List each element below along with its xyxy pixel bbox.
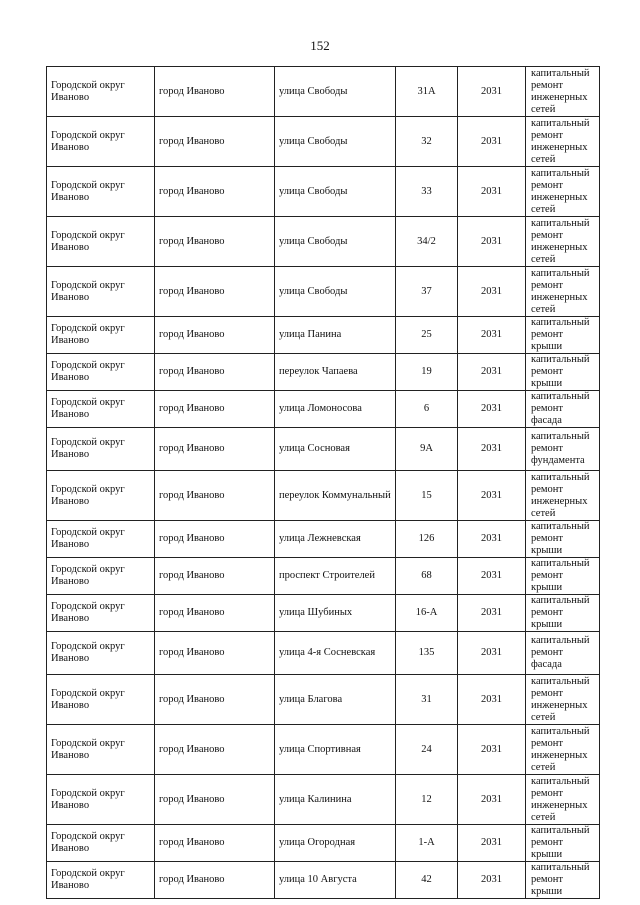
district-cell: Городской округ Иваново	[47, 117, 155, 167]
house-number-cell: 9А	[396, 428, 458, 471]
district-cell: Городской округ Иваново	[47, 675, 155, 725]
settlement-cell: город Иваново	[155, 267, 275, 317]
house-number-cell: 34/2	[396, 217, 458, 267]
settlement-cell: город Иваново	[155, 595, 275, 632]
house-number-cell: 1-А	[396, 825, 458, 862]
work-type-cell: капитальный ремонт инженерных сетей	[526, 167, 600, 217]
table-row	[47, 354, 600, 391]
year-cell: 2031	[458, 595, 526, 632]
settlement-cell: город Иваново	[155, 725, 275, 775]
street-cell: улица Огородная	[275, 825, 396, 862]
table-row	[47, 775, 600, 825]
district-cell: Городской округ Иваново	[47, 317, 155, 354]
work-type-cell: капитальный ремонт инженерных сетей	[526, 775, 600, 825]
table-row	[47, 428, 600, 471]
settlement-cell: город Иваново	[155, 632, 275, 675]
table-row	[47, 167, 600, 217]
street-cell: улица 10 Августа	[275, 862, 396, 899]
year-cell: 2031	[458, 354, 526, 391]
street-cell: улица Калинина	[275, 775, 396, 825]
table-row	[47, 595, 600, 632]
work-type-cell: капитальный ремонт инженерных сетей	[526, 675, 600, 725]
table-row	[47, 217, 600, 267]
table-row	[47, 825, 600, 862]
settlement-cell: город Иваново	[155, 67, 275, 117]
table-row	[47, 725, 600, 775]
house-number-cell: 68	[396, 558, 458, 595]
house-number-cell: 15	[396, 471, 458, 521]
street-cell: улица Лежневская	[275, 521, 396, 558]
settlement-cell: город Иваново	[155, 775, 275, 825]
district-cell: Городской округ Иваново	[47, 558, 155, 595]
year-cell: 2031	[458, 862, 526, 899]
work-type-cell: капитальный ремонт крыши	[526, 317, 600, 354]
street-cell: улица Сосновая	[275, 428, 396, 471]
table-row	[47, 471, 600, 521]
house-number-cell: 31	[396, 675, 458, 725]
district-cell: Городской округ Иваново	[47, 354, 155, 391]
settlement-cell: город Иваново	[155, 167, 275, 217]
settlement-cell: город Иваново	[155, 862, 275, 899]
work-type-cell: капитальный ремонт инженерных сетей	[526, 471, 600, 521]
table-row	[47, 267, 600, 317]
work-type-cell: капитальный ремонт инженерных сетей	[526, 725, 600, 775]
street-cell: улица Свободы	[275, 267, 396, 317]
street-cell: улица Шубиных	[275, 595, 396, 632]
year-cell: 2031	[458, 117, 526, 167]
settlement-cell: город Иваново	[155, 317, 275, 354]
house-number-cell: 42	[396, 862, 458, 899]
work-type-cell: капитальный ремонт крыши	[526, 862, 600, 899]
work-type-cell: капитальный ремонт фундамента	[526, 428, 600, 471]
year-cell: 2031	[458, 317, 526, 354]
settlement-cell: город Иваново	[155, 391, 275, 428]
settlement-cell: город Иваново	[155, 558, 275, 595]
district-cell: Городской округ Иваново	[47, 595, 155, 632]
street-cell: улица Свободы	[275, 67, 396, 117]
district-cell: Городской округ Иваново	[47, 391, 155, 428]
street-cell: улица Свободы	[275, 217, 396, 267]
house-number-cell: 37	[396, 267, 458, 317]
table-row	[47, 317, 600, 354]
work-type-cell: капитальный ремонт крыши	[526, 558, 600, 595]
work-type-cell: капитальный ремонт крыши	[526, 595, 600, 632]
district-cell: Городской округ Иваново	[47, 67, 155, 117]
house-number-cell: 16-А	[396, 595, 458, 632]
house-number-cell: 32	[396, 117, 458, 167]
district-cell: Городской округ Иваново	[47, 167, 155, 217]
district-cell: Городской округ Иваново	[47, 471, 155, 521]
work-type-cell: капитальный ремонт крыши	[526, 825, 600, 862]
year-cell: 2031	[458, 428, 526, 471]
street-cell: проспект Строителей	[275, 558, 396, 595]
house-number-cell: 6	[396, 391, 458, 428]
work-type-cell: капитальный ремонт инженерных сетей	[526, 67, 600, 117]
page-number: 152	[310, 38, 330, 53]
district-cell: Городской округ Иваново	[47, 725, 155, 775]
year-cell: 2031	[458, 267, 526, 317]
settlement-cell: город Иваново	[155, 428, 275, 471]
work-type-cell: капитальный ремонт инженерных сетей	[526, 267, 600, 317]
table-row	[47, 632, 600, 675]
district-cell: Городской округ Иваново	[47, 825, 155, 862]
year-cell: 2031	[458, 167, 526, 217]
district-cell: Городской округ Иваново	[47, 632, 155, 675]
street-cell: улица Ломоносова	[275, 391, 396, 428]
settlement-cell: город Иваново	[155, 675, 275, 725]
house-number-cell: 135	[396, 632, 458, 675]
house-number-cell: 19	[396, 354, 458, 391]
street-cell: улица Панина	[275, 317, 396, 354]
house-number-cell: 25	[396, 317, 458, 354]
settlement-cell: город Иваново	[155, 471, 275, 521]
settlement-cell: город Иваново	[155, 825, 275, 862]
year-cell: 2031	[458, 825, 526, 862]
year-cell: 2031	[458, 632, 526, 675]
year-cell: 2031	[458, 775, 526, 825]
house-number-cell: 12	[396, 775, 458, 825]
settlement-cell: город Иваново	[155, 354, 275, 391]
table-row	[47, 391, 600, 428]
work-type-cell: капитальный ремонт инженерных сетей	[526, 217, 600, 267]
street-cell: переулок Чапаева	[275, 354, 396, 391]
year-cell: 2031	[458, 391, 526, 428]
year-cell: 2031	[458, 217, 526, 267]
year-cell: 2031	[458, 725, 526, 775]
work-type-cell: капитальный ремонт крыши	[526, 521, 600, 558]
settlement-cell: город Иваново	[155, 117, 275, 167]
table-row	[47, 862, 600, 899]
district-cell: Городской округ Иваново	[47, 267, 155, 317]
district-cell: Городской округ Иваново	[47, 521, 155, 558]
work-type-cell: капитальный ремонт инженерных сетей	[526, 117, 600, 167]
settlement-cell: город Иваново	[155, 217, 275, 267]
district-cell: Городской округ Иваново	[47, 775, 155, 825]
work-type-cell: капитальный ремонт фасада	[526, 391, 600, 428]
street-cell: улица Спортивная	[275, 725, 396, 775]
year-cell: 2031	[458, 67, 526, 117]
work-type-cell: капитальный ремонт фасада	[526, 632, 600, 675]
house-number-cell: 31А	[396, 67, 458, 117]
table-row	[47, 558, 600, 595]
table-row	[47, 521, 600, 558]
district-cell: Городской округ Иваново	[47, 428, 155, 471]
year-cell: 2031	[458, 521, 526, 558]
table-row	[47, 675, 600, 725]
year-cell: 2031	[458, 471, 526, 521]
district-cell: Городской округ Иваново	[47, 862, 155, 899]
house-number-cell: 24	[396, 725, 458, 775]
work-type-cell: капитальный ремонт крыши	[526, 354, 600, 391]
table-row	[47, 67, 600, 117]
settlement-cell: город Иваново	[155, 521, 275, 558]
housing-repair-table	[46, 66, 600, 899]
street-cell: улица 4-я Сосневская	[275, 632, 396, 675]
street-cell: улица Свободы	[275, 117, 396, 167]
street-cell: улица Свободы	[275, 167, 396, 217]
year-cell: 2031	[458, 558, 526, 595]
year-cell: 2031	[458, 675, 526, 725]
street-cell: улица Благова	[275, 675, 396, 725]
street-cell: переулок Коммунальный	[275, 471, 396, 521]
table-row	[47, 117, 600, 167]
house-number-cell: 126	[396, 521, 458, 558]
district-cell: Городской округ Иваново	[47, 217, 155, 267]
house-number-cell: 33	[396, 167, 458, 217]
